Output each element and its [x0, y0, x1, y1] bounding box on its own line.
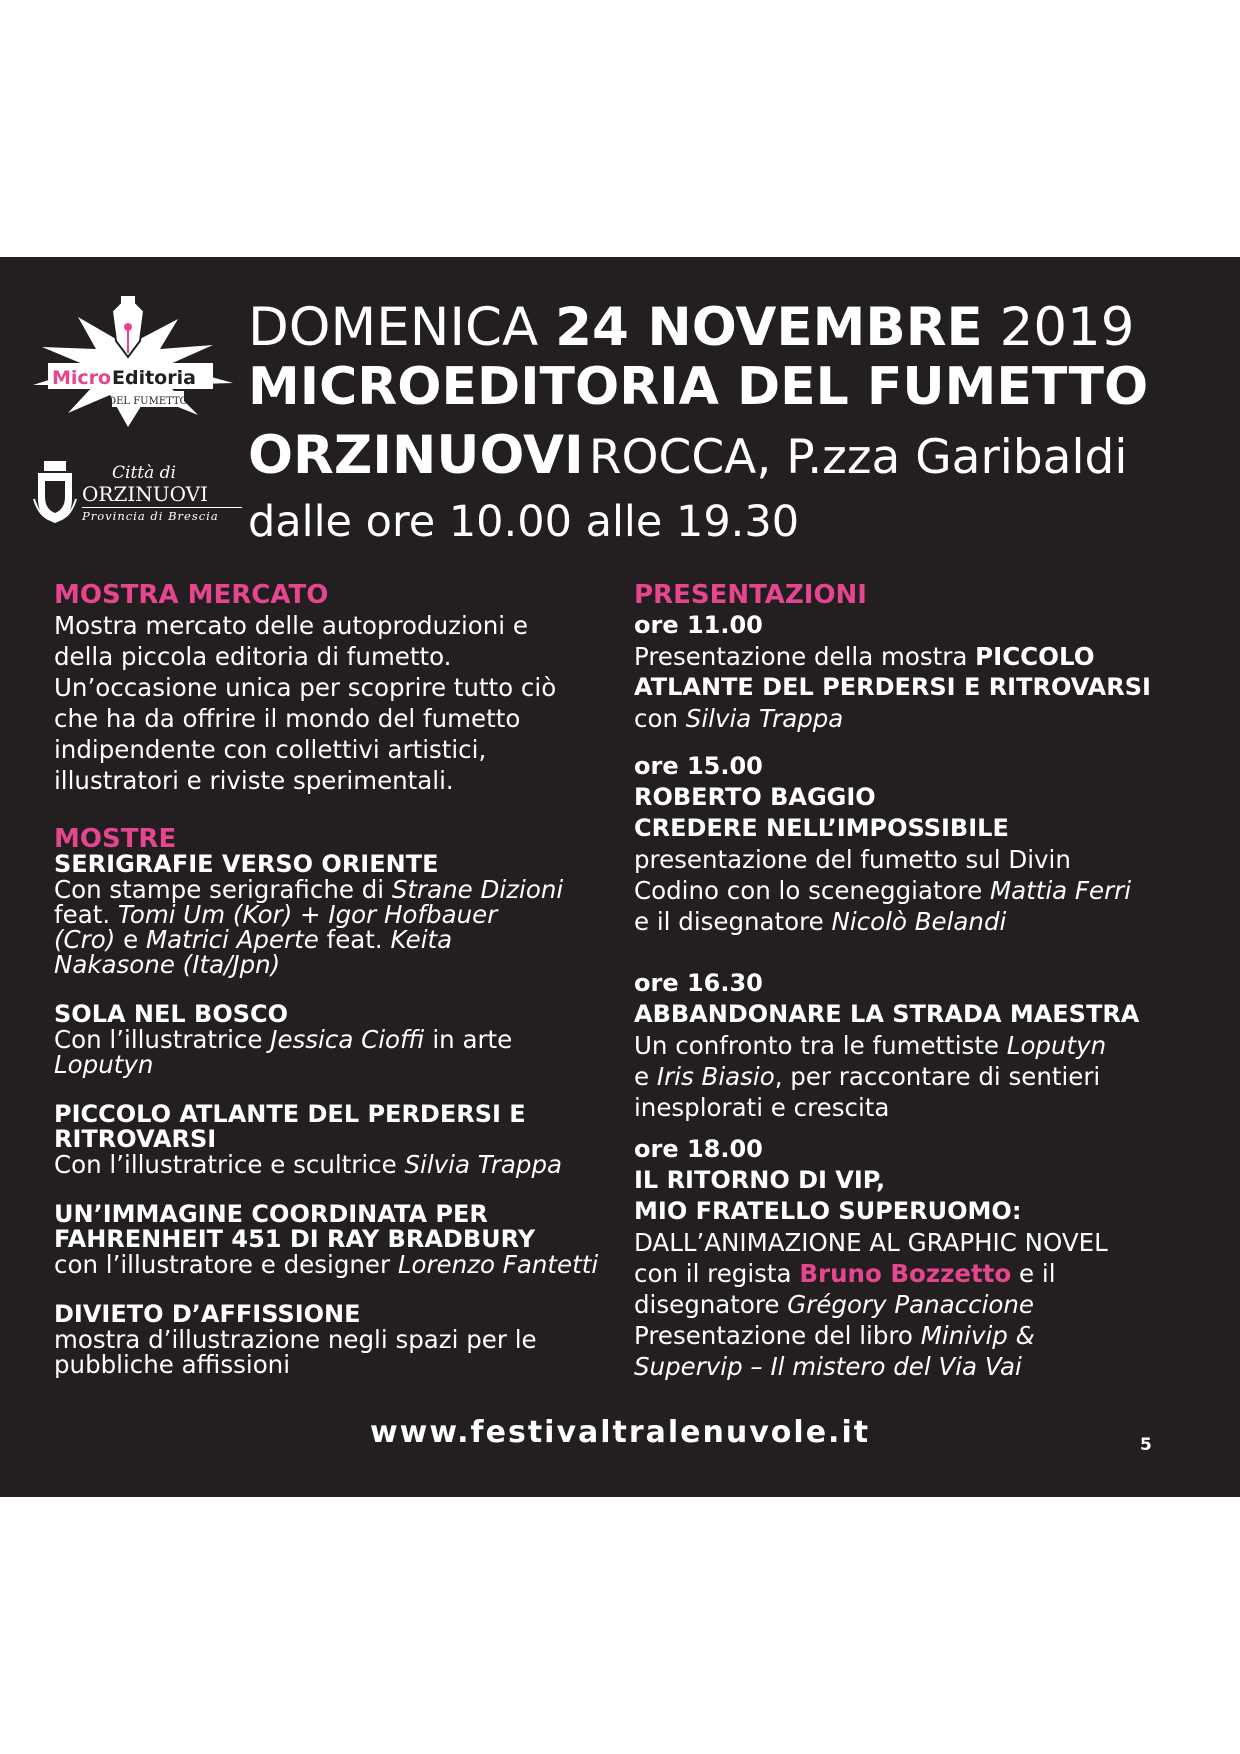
text-line	[54, 1252, 624, 1277]
exhibit-title: RITROVARSI	[54, 1125, 217, 1153]
presentation-time: ore 15.00	[634, 752, 763, 780]
bold-span: PICCOLO	[975, 642, 1095, 671]
presentation-title: CREDERE NELL’IMPOSSIBILE	[634, 814, 1009, 842]
exhibit-title: SERIGRAFIE VERSO ORIENTE	[54, 850, 439, 878]
text-line	[54, 1152, 624, 1177]
location-line	[248, 425, 1188, 501]
event-date: 24 NOVEMBRE	[555, 297, 983, 358]
book-title: Supervip – Il mistero del Via Vai	[634, 1352, 1022, 1381]
day-name: DOMENICA	[248, 297, 539, 358]
artist-name: Nicolò Belandi	[831, 907, 1007, 936]
exhibit-title: DIVIETO D’AFFISSIONE	[54, 1300, 361, 1328]
text-span: feat.	[54, 900, 118, 929]
presentation-time: ore 11.00	[634, 611, 763, 639]
presentation-1500	[634, 751, 1204, 937]
text-span: Con l’illustratrice e scultrice	[54, 1150, 405, 1179]
presentation-time: ore 16.30	[634, 969, 763, 997]
exhibit-piccolo-atlante	[54, 1102, 624, 1177]
artist-name: Strane Dizioni	[391, 875, 564, 904]
right-column	[634, 580, 1204, 1382]
text-line	[634, 906, 1204, 937]
artist-name: Tomi Um (Kor) + Igor Hofbauer	[117, 900, 498, 929]
text-line: Un’occasione unica per scoprire tutto ciò	[54, 673, 557, 702]
exhibit-sola-nel-bosco	[54, 1002, 624, 1077]
text-line: Mostra mercato delle autoproduzioni e	[54, 611, 528, 640]
text-line	[634, 1289, 1204, 1320]
text-span: feat.	[318, 925, 391, 954]
artist-name: Loputyn	[1006, 1031, 1107, 1060]
exhibit-title: SOLA NEL BOSCO	[54, 1000, 289, 1028]
artist-name: Lorenzo Fantetti	[397, 1250, 599, 1279]
text-line: DALL’ANIMAZIONE AL GRAPHIC NOVEL	[634, 1228, 1108, 1257]
text-line: della piccola editoria di fumetto.	[54, 642, 452, 671]
presentation-title: MIO FRATELLO SUPERUOMO:	[634, 1197, 1022, 1225]
text-line	[634, 1061, 1204, 1092]
section-heading-mostra-mercato: MOSTRA MERCATO	[54, 580, 329, 610]
artist-name: Silvia Trappa	[685, 704, 844, 733]
city-title: ORZINUOVI	[248, 425, 584, 486]
exhibit-immagine-coordinata	[54, 1202, 624, 1277]
date-line	[248, 297, 1188, 361]
exhibit-title: UN’IMMAGINE COORDINATA PER	[54, 1200, 488, 1228]
text-span: Presentazione del libro	[634, 1321, 921, 1350]
microeditoria-logo	[28, 287, 238, 432]
text-line: che ha da offrire il mondo del fumetto	[54, 704, 521, 733]
artist-name: Matrici Aperte	[145, 925, 319, 954]
section-heading-mostre: MOSTRE	[54, 824, 177, 854]
city-prefix: Città di	[112, 463, 176, 483]
text-line	[54, 1027, 624, 1052]
text-span: con	[634, 704, 686, 733]
exhibit-divieto-affissione	[54, 1302, 624, 1377]
text-span: Presentazione della mostra	[634, 642, 976, 671]
text-span: e il	[1011, 1259, 1056, 1288]
text-span: Codino con lo sceneggiatore	[634, 876, 990, 905]
text-line	[634, 703, 1204, 734]
program-panel	[0, 257, 1240, 1497]
text-span: con il regista	[634, 1259, 800, 1288]
text-line	[634, 1030, 1204, 1061]
city-name: ORZINUOVI	[82, 483, 242, 508]
left-column	[54, 580, 624, 1377]
text-span: disegnatore	[634, 1290, 788, 1319]
presentation-1800	[634, 1134, 1204, 1382]
city-crest-icon	[32, 459, 78, 525]
section-heading-presentazioni: PRESENTAZIONI	[634, 580, 867, 610]
page-number: 5	[1140, 1435, 1152, 1455]
text-span: Un confronto tra le fumettiste	[634, 1031, 1007, 1060]
text-span: , per raccontare di sentieri	[774, 1062, 1101, 1091]
text-line: presentazione del fumetto sul Divin	[634, 845, 1071, 874]
website-url: www.festivaltralenuvole.it	[369, 1415, 871, 1450]
artist-name: Jessica Cioffi	[270, 1025, 425, 1054]
text-span: e	[634, 1062, 657, 1091]
text-line: pubbliche affissioni	[54, 1350, 291, 1379]
city-logo	[82, 463, 242, 527]
text-line	[634, 875, 1204, 906]
logo-micro-text: Micro	[52, 367, 112, 389]
event-title: MICROEDITORIA DEL FUMETTO	[248, 357, 1149, 417]
text-line: mostra d’illustrazione negli spazi per le	[54, 1325, 537, 1354]
exhibit-serigrafie	[54, 852, 624, 977]
book-title: Minivip &	[920, 1321, 1035, 1350]
text-line	[54, 902, 624, 927]
text-span: Con l’illustratrice	[54, 1025, 271, 1054]
text-line	[634, 1320, 1204, 1351]
presentation-title: ROBERTO BAGGIO	[634, 783, 876, 811]
presentation-1630	[634, 968, 1204, 1123]
presentation-title: IL RITORNO DI VIP,	[634, 1166, 886, 1194]
artist-name: Iris Biasio	[656, 1062, 775, 1091]
artist-name: Mattia Ferri	[989, 876, 1132, 905]
logos	[28, 287, 238, 527]
event-year: 2019	[999, 297, 1135, 358]
text-span: in arte	[424, 1025, 513, 1054]
event-header	[248, 297, 1188, 547]
text-line: Loputyn	[54, 1050, 154, 1079]
artist-name: Grégory Panaccione	[787, 1290, 1034, 1319]
city-province: Provincia di Brescia	[82, 509, 219, 523]
text-span: Con stampe serigrafiche di	[54, 875, 392, 904]
text-line: inesplorati e crescita	[634, 1093, 890, 1122]
text-line	[54, 877, 624, 902]
presentation-title: ABBANDONARE LA STRADA MAESTRA	[634, 1000, 1140, 1028]
text-line: ATLANTE DEL PERDERSI E RITROVARSI	[634, 673, 1151, 701]
text-line	[634, 1258, 1204, 1289]
exhibit-title: PICCOLO ATLANTE DEL PERDERSI E	[54, 1100, 526, 1128]
text-span: e il disegnatore	[634, 907, 832, 936]
logo-editoria-text: Editoria	[112, 367, 196, 389]
highlighted-name: Bruno Bozzetto	[799, 1259, 1012, 1288]
artist-name: (Cro)	[54, 925, 116, 954]
text-span: con l’illustratore e designer	[54, 1250, 398, 1279]
text-line: indipendente con collettivi artistici,	[54, 735, 487, 764]
text-line: Nakasone (Ita/Jpn)	[54, 950, 281, 979]
venue: ROCCA, P.zza Garibaldi	[588, 430, 1128, 485]
presentation-1100	[634, 610, 1204, 734]
text-line: illustratori e riviste sperimentali.	[54, 766, 454, 795]
text-line	[634, 641, 1204, 672]
artist-name: Silvia Trappa	[404, 1150, 563, 1179]
presentation-time: ore 18.00	[634, 1135, 763, 1163]
text-span: e	[115, 925, 146, 954]
artist-name: Keita	[390, 925, 453, 954]
text-line	[54, 927, 624, 952]
exhibit-title: FAHRENHEIT 451 DI RAY BRADBURY	[54, 1225, 536, 1253]
opening-hours: dalle ore 10.00 alle 19.30	[248, 497, 800, 547]
logo-tagline-text: DEL FUMETTO	[108, 396, 188, 407]
mercato-description	[54, 610, 624, 796]
